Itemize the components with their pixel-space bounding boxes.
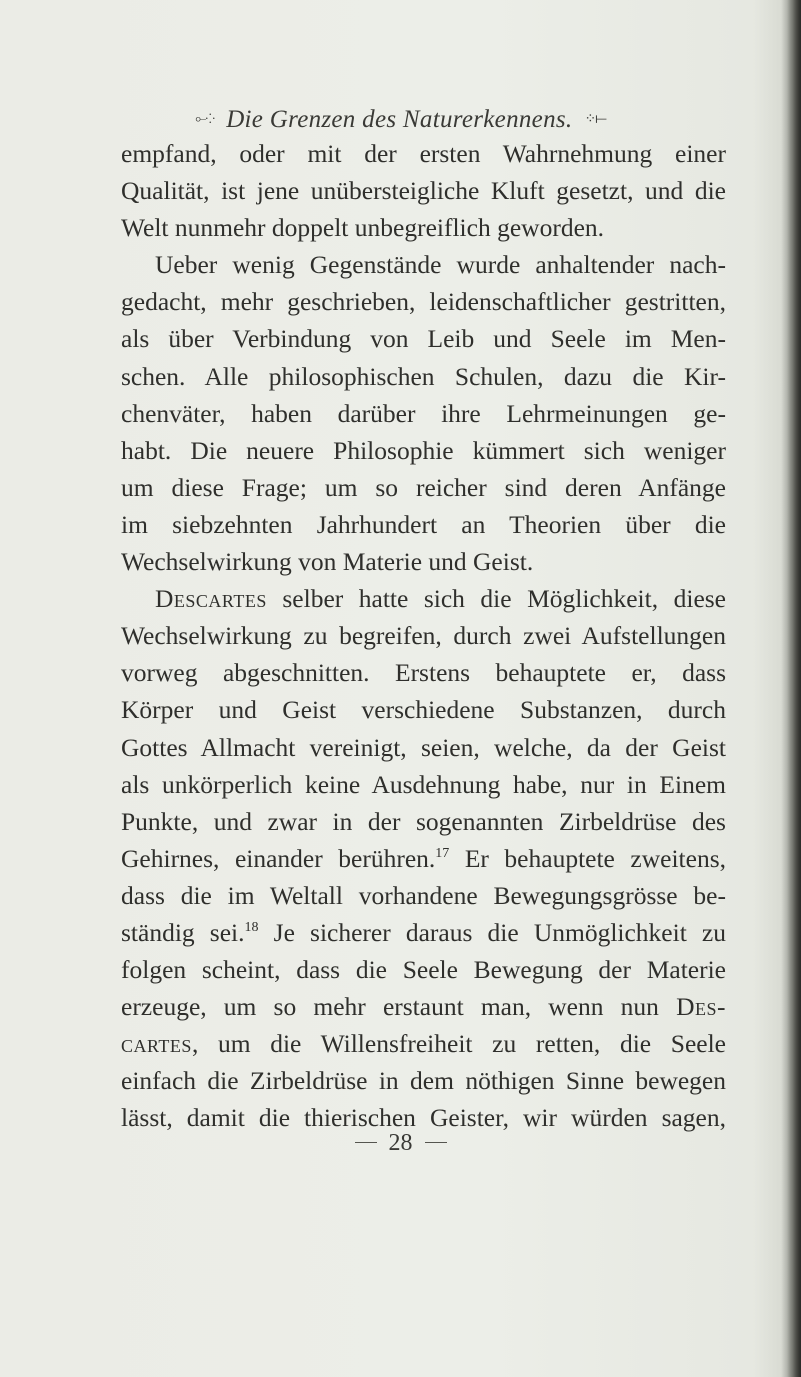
body-text bbox=[121, 135, 726, 1137]
text-line bbox=[121, 840, 726, 877]
folio-dash-right bbox=[425, 1142, 447, 1143]
running-header bbox=[0, 106, 801, 134]
author-name-part: cartes bbox=[121, 1029, 192, 1059]
footnote-ref-18[interactable]: 18 bbox=[244, 919, 259, 935]
text-line: empfand, oder mit der ersten Wahrnehmung einer bbox=[121, 139, 726, 168]
text-line: einfach die Zirbeldrüse in dem nöthigen Sinne bewegen bbox=[121, 1066, 726, 1096]
text-line: habt. Die neuere Philosophie kümmert sich weniger bbox=[121, 435, 726, 465]
header-ornament-right: ⁘⟝ bbox=[584, 112, 606, 127]
text-line: im siebzehnten Jahrhundert an Theorien über die bbox=[121, 509, 726, 539]
text-line: Wechselwirkung von Materie und Geist. bbox=[121, 547, 534, 577]
author-name-descartes: Descartes bbox=[155, 584, 267, 614]
text-line: Körper und Geist verschiedene Substanzen, durch bbox=[121, 695, 726, 725]
text-line: chenväter, haben darüber ihre Lehrmeinungen ge- bbox=[121, 398, 726, 428]
text-line: schen. Alle philosophischen Schulen, dazu die Kir- bbox=[121, 361, 726, 391]
text-fragment: selber hatte sich die Möglichkeit, diese bbox=[282, 584, 727, 614]
text-line bbox=[121, 1025, 726, 1062]
folio-dash-left bbox=[355, 1142, 377, 1143]
text-line: Gottes Allmacht vereinigt, seien, welche, da der Geist bbox=[121, 732, 726, 762]
text-fragment: erzeuge, um so mehr erstaunt man, wenn nun bbox=[121, 992, 659, 1022]
text-line: als unkörperlich keine Ausdehnung habe, nur in Einem bbox=[121, 769, 726, 799]
header-title: Die Grenzen des Naturerkennens. bbox=[226, 106, 573, 133]
text-line: als über Verbindung von Leib und Seele im Men- bbox=[121, 324, 726, 354]
text-line: vorweg abgeschnitten. Erstens behauptete er, dass bbox=[121, 658, 726, 688]
text-fragment: Er behauptete zweitens, bbox=[464, 843, 727, 873]
page-number-footer bbox=[0, 1130, 801, 1157]
spine-shadow bbox=[787, 0, 801, 1377]
page-number: 28 bbox=[388, 1130, 413, 1156]
text-line: um diese Frage; um so reicher sind deren Anfänge bbox=[121, 472, 726, 502]
text-line bbox=[121, 914, 726, 951]
text-line bbox=[121, 580, 726, 617]
text-line: Welt nunmehr doppelt unbegreiflich geworden. bbox=[121, 213, 605, 243]
text-fragment: , um die Willensfreiheit zu retten, die Seele bbox=[191, 1029, 726, 1059]
text-line: Punkte, und zwar in der sogenannten Zirbeldrüse des bbox=[121, 806, 726, 836]
text-line: gedacht, mehr geschrieben, leidenschaftlicher gestritten, bbox=[121, 287, 726, 317]
text-line: lässt, damit die thierischen Geister, wir würden sagen, bbox=[121, 1103, 726, 1133]
header-ornament-left: ⟜⁘ bbox=[195, 112, 215, 127]
author-name-part: Des- bbox=[676, 992, 727, 1022]
text-line bbox=[121, 988, 726, 1025]
text-fragment: Gehirnes, einander berühren. bbox=[121, 843, 436, 873]
text-line: Wechselwirkung zu begreifen, durch zwei Aufstellungen bbox=[121, 621, 726, 651]
text-line: Ueber wenig Gegenstände wurde anhaltender nach- bbox=[155, 250, 726, 280]
footnote-ref-17[interactable]: 17 bbox=[435, 845, 450, 861]
text-fragment: Je sicherer daraus die Unmöglichkeit zu bbox=[273, 917, 726, 947]
text-fragment: ständig sei. bbox=[121, 917, 245, 947]
text-line: folgen scheint, dass die Seele Bewegung der Materie bbox=[121, 955, 726, 985]
text-line: Qualität, ist jene unübersteigliche Kluft gesetzt, und die bbox=[121, 176, 726, 206]
text-line: dass die im Weltall vorhandene Bewegungsgrösse be- bbox=[121, 880, 726, 910]
